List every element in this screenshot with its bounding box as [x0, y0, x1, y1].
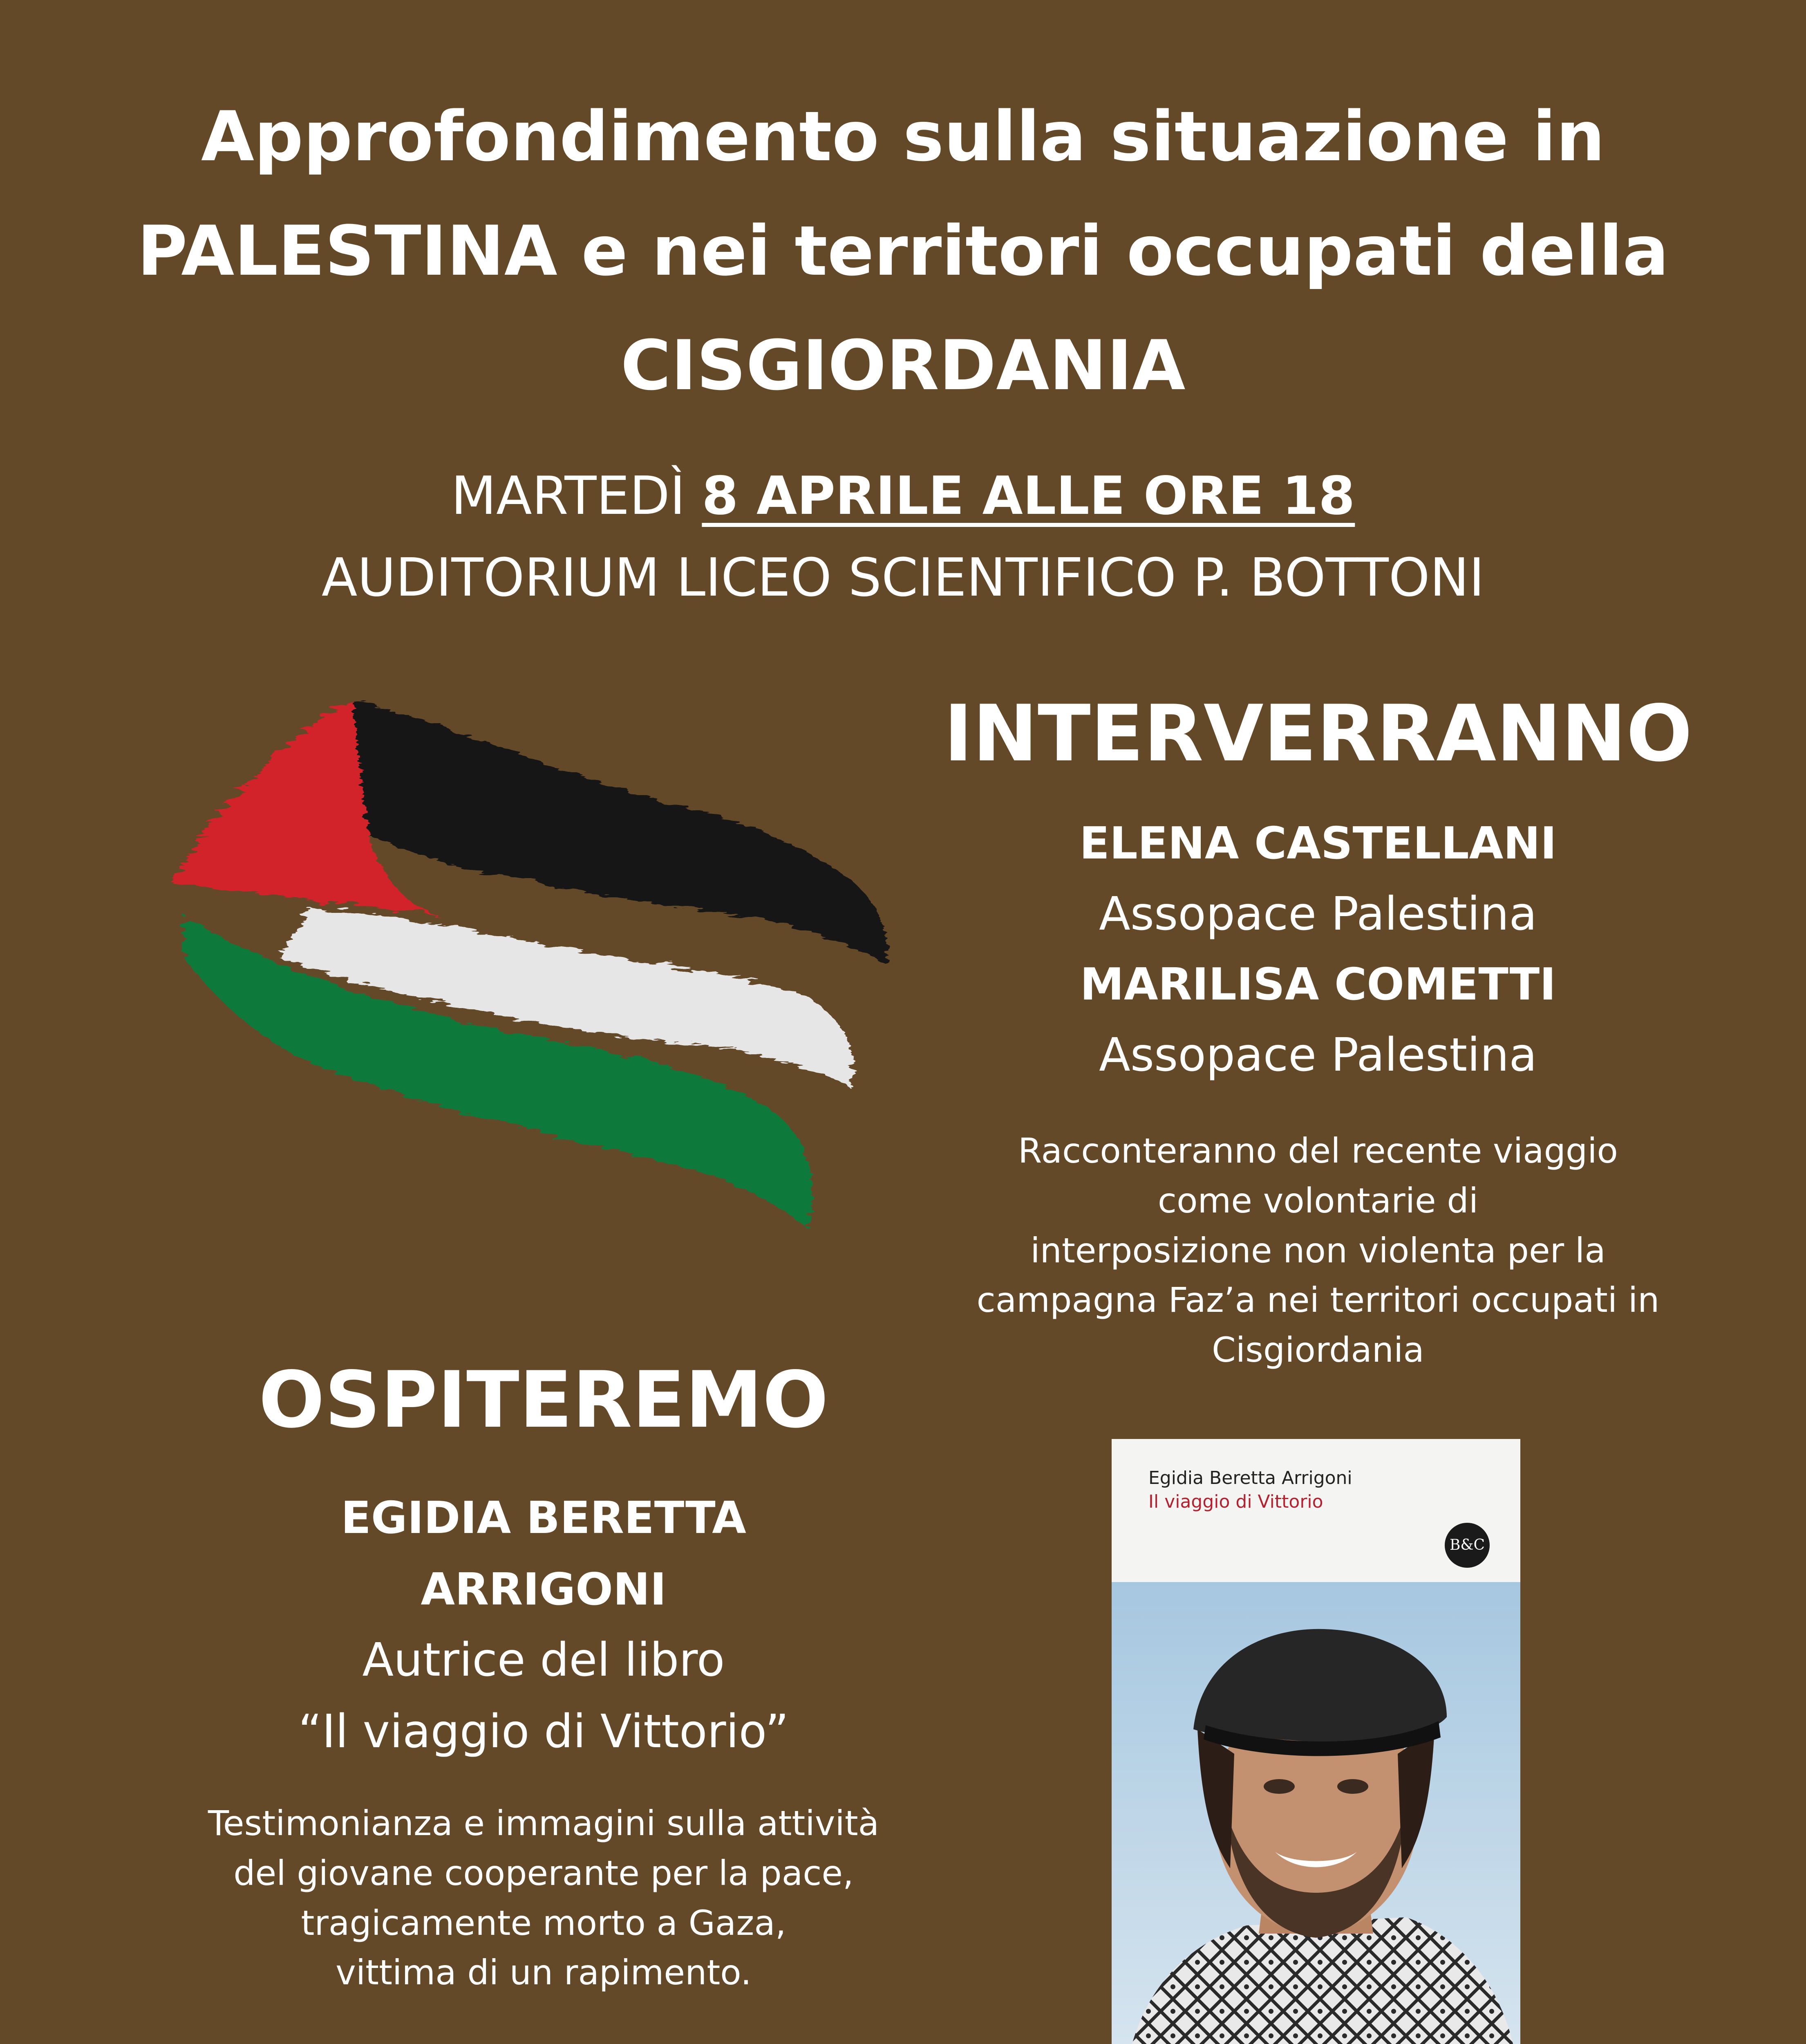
speakers-description-line: interposizione non violenta per la	[1030, 1230, 1606, 1271]
publisher-badge: B&C	[1445, 1523, 1490, 1568]
book-cover-title: Il viaggio di Vittorio	[1148, 1491, 1323, 1512]
title-line-1: Approfondimento sulla situazione in	[201, 96, 1605, 177]
palestine-flag-brush-image	[155, 687, 911, 1280]
guest-description	[135, 1799, 952, 1998]
speakers-description	[940, 1126, 1696, 1375]
speaker-2-org: Assopace Palestina	[1099, 1029, 1537, 1082]
guest-role: Autrice del libro	[362, 1634, 725, 1687]
book-cover	[1112, 1439, 1520, 2044]
guest-name-line-1: EGIDIA BERETTA	[341, 1493, 746, 1544]
speaker-1-org: Assopace Palestina	[1099, 888, 1537, 941]
speakers-description-line: come volontarie di	[1157, 1180, 1479, 1221]
title-line-3: CISGIORDANIA	[620, 325, 1186, 406]
guest-name-line-2: ARRIGONI	[421, 1564, 667, 1615]
date-prefix: MARTEDÌ	[451, 466, 702, 527]
guest-description-line: Testimonianza e immagini sulla attività	[208, 1803, 880, 1843]
speakers-section	[940, 688, 1696, 779]
speakers-description-line: Cisgiordania	[1212, 1330, 1424, 1370]
speaker-1-name: ELENA CASTELLANI	[1079, 818, 1557, 869]
book-cover-author: Egidia Beretta Arrigoni	[1148, 1468, 1352, 1488]
event-venue: AUDITORIUM LICEO SCIENTIFICO P. BOTTONI	[321, 547, 1485, 608]
speaker-2-name: MARILISA COMETTI	[1080, 959, 1556, 1010]
guest-description-line: vittima di un rapimento.	[336, 1952, 752, 1993]
title-line-2: PALESTINA e nei territori occupati della	[137, 211, 1669, 291]
guest-heading: OSPITEREMO	[258, 1355, 829, 1445]
guest-book-title: “Il viaggio di Vittorio”	[298, 1705, 789, 1758]
speakers-description-line: Racconteranno del recente viaggio	[1018, 1131, 1618, 1171]
book-cover-photo	[1112, 1582, 1520, 2044]
event-date	[0, 466, 1806, 527]
guest-section	[135, 1355, 952, 1445]
guest-description-line: tragicamente morto a Gaza,	[301, 1903, 786, 1943]
speakers-heading: INTERVERRANNO	[944, 688, 1692, 779]
guest-description-line: del giovane cooperante per la pace,	[233, 1853, 854, 1893]
date-time: 8 APRILE ALLE ORE 18	[702, 466, 1355, 527]
speakers-description-line: campagna Faz’a nei territori occupati in	[976, 1280, 1660, 1320]
